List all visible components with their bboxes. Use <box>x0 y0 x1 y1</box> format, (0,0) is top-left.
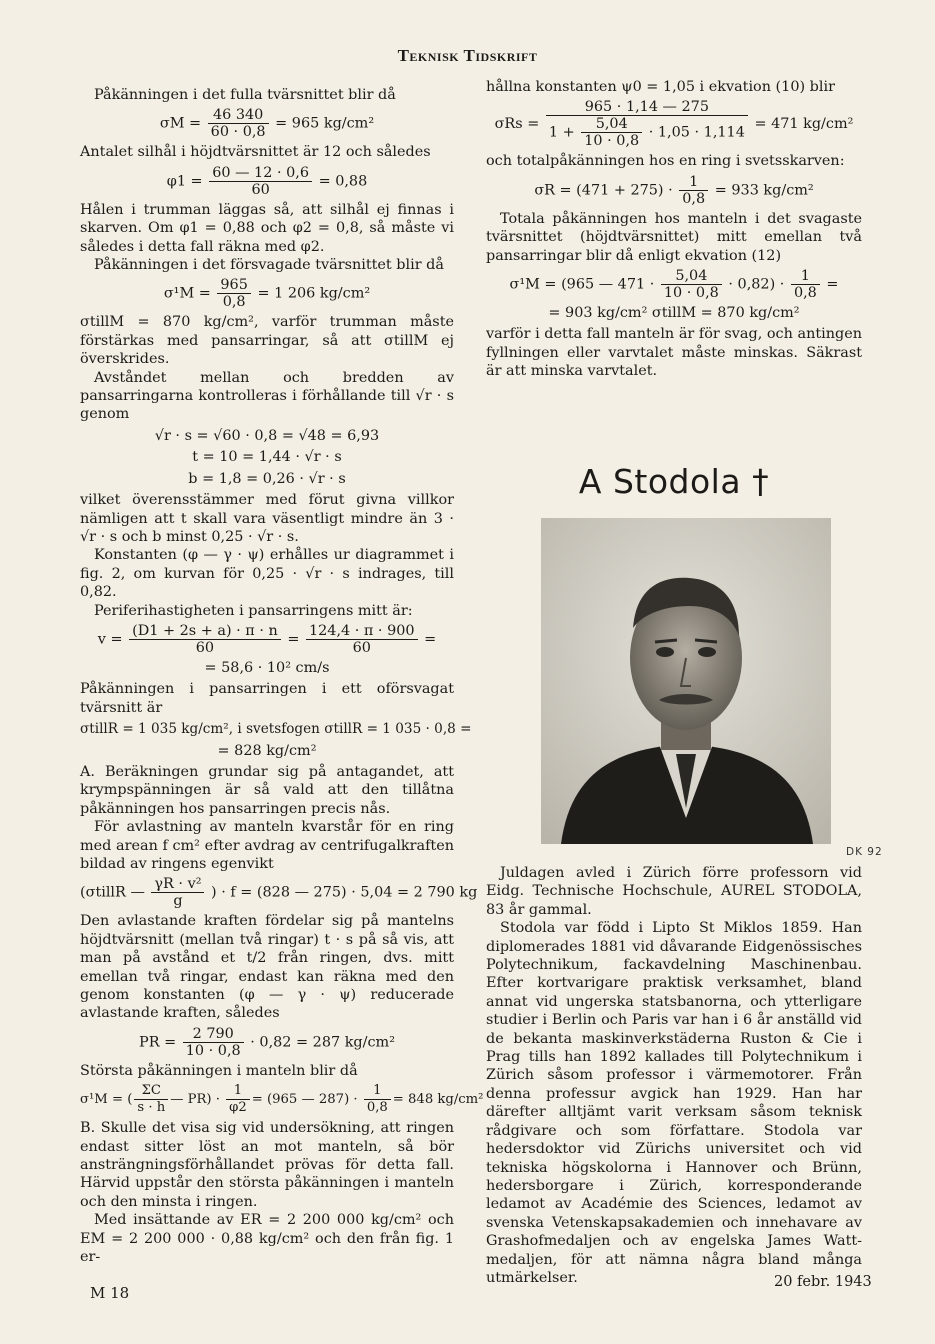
paragraph: σtillM = 870 kg/cm², varför trumman måste förstärkas med pansarringar, så att σtillM ej överskrides. <box>80 314 454 368</box>
portrait-photo <box>541 518 831 844</box>
paragraph: Antalet silhål i höjdtvärsnittet är 12 och således <box>80 144 431 161</box>
page-number: M 18 <box>90 1284 130 1302</box>
paragraph: Påkänningen i pansarringen i ett oförsvagat tvärsnitt är <box>80 681 454 716</box>
paragraph: Totala påkänningen hos manteln i det svagaste tvärsnittet (höjdtvärsnittet) mitt emellan två pansarringar blir då enligt ekvation (12) <box>486 210 862 264</box>
equation: σR = (471 + 275) · $\frac{1}{0,8}$ = 933 kg/cm² <box>534 173 814 207</box>
equation: t = 10 = 1,44 · √r · s <box>192 449 342 466</box>
paragraph: Påkänningen i det fulla tvärsnittet blir då <box>94 87 396 103</box>
equation: σ¹M = ( $\frac{\Sigma C}{s \cdot h}$ — PR) · $\frac{1}{\varphi 2}$ = (965 — 287) · $\frac{1}{0,8}$ = 848 kg/cm² <box>80 1083 484 1116</box>
paragraph: varför i detta fall manteln är för svag, och antingen fyllningen eller varvtalet måste minskas. Säkrast är att minska varvtalet. <box>486 326 862 380</box>
paragraph: Avståndet mellan och bredden av pansarringarna kontrolleras i förhållande till √r · s genom <box>80 369 454 423</box>
paragraph: För avlastning av manteln kvarstår för en ring med arean f cm² efter avdrag av centrifugalkraften bildad av ringens egenvikt <box>80 819 454 872</box>
equation: σtillR = 1 035 kg/cm², i svetsfogen σtillR = 1 035 · 0,8 = <box>80 721 472 738</box>
equation: φ1 = $\frac{60 — 12 \cdot 0,6}{60}$ = 0,88 <box>166 164 368 198</box>
obituary-title: A Stodola † <box>578 462 770 501</box>
paragraph: Juldagen avled i Zürich förre professorn vid Eidg. Technische Hochschule, AUREL STODOLA, 83 år gammal. <box>486 865 862 918</box>
paragraph: B. Skulle det visa sig vid undersökning, att ringen endast sitter löst an mot manteln, så bör ansträngningsförhållandet prövas för detta fall. Härvid uppstår den största påkänningen i manteln och den minsta i ringen. <box>80 1120 454 1210</box>
issue-date: 20 febr. 1943 <box>774 1274 872 1290</box>
equation: σM = $\frac{46 340}{60 \cdot 0,8}$ = 965 kg/cm² <box>159 107 375 141</box>
photo-code: DK 92 <box>846 846 883 858</box>
paragraph: vilket överensstämmer med förut givna villkor nämligen att t skall vara väsentligt mindre än 3 · √r · s och b minst 0,25 · √r · s. <box>80 492 454 545</box>
paragraph: Största påkänningen i manteln blir då <box>80 1062 358 1079</box>
obituary <box>486 864 862 1287</box>
equation: = 828 kg/cm² <box>217 742 317 759</box>
paragraph: Den avlastande kraften fördelar sig på mantelns höjdtvärsnitt (mellan två ringar) t · s på så vis, att man på avstånd et t/2 från ringen, dvs. mitt emellan två ringar, endast kan räkna med den genom konstanten (φ — γ · ψ) reducerade avlastande kraften, således <box>80 913 454 1022</box>
equation: √r · s = √60 · 0,8 = √48 = 6,93 <box>154 427 380 444</box>
equation: = 58,6 · 10² cm/s <box>204 659 330 676</box>
left-column <box>80 86 484 1267</box>
paragraph: A. Beräkningen grundar sig på antagandet, att krympspänningen är så vald att den tillåtna påkänningen hos pansarringen precis nås. <box>80 763 454 817</box>
paragraph: och totalpåkänningen hos en ring i svetsskarven: <box>486 153 845 170</box>
portrait-icon <box>541 518 831 844</box>
paragraph: Stodola var född i Lipto St Miklos 1859. Han diplomerades 1881 vid dåvarande Eidgenössisches Polytechnikum, fackavdelning Maschinenbau. Efter kortvarigare praktisk verksamhet, bland annat vid ungerska statsbanorna, och ytterligare studier i Berlin och Paris var han i 6 år anställd vid de bekanta maskinverkstäderna Ruston & Cie i Prag tills han 1892 kallades till Polytechnikum i Zürich såsom professor i värmemotorer. Från denna professur avgick han 1929. Han har därefter alltjämt varit verksam såsom teknisk rådgivare och som författare. Stodola var hedersdoktor vid Zürichs universitet och vid tekniska högskolorna i Hannover och Brünn, hedersborgare i Zürich, korresponderande ledamot av Académie des Sciences, ledamot av svenska Vetenskapsakademien och innehavare av Grashofmedaljen och av engelska James Watt-medaljen, för att nämna några bland många utmärkelser. <box>486 920 862 1286</box>
equation: v = $\frac{(D1 + 2s + a) \cdot \pi \cdot n}{60}$ = $\frac{124,4 \cdot \pi \cdot 900}{60}$ = <box>97 622 437 656</box>
paragraph: Med insättande av ER = 2 200 000 kg/cm² och EM = 2 200 000 · 0,88 kg/cm² och den från fig. 1 er- <box>80 1212 454 1266</box>
right-column <box>486 78 862 381</box>
paragraph: Påkänningen i det försvagade tvärsnittet blir då <box>94 257 444 274</box>
paragraph: hållna konstanten ψ0 = 1,05 i ekvation (10) blir <box>486 79 835 95</box>
equation: (σtillR — $\frac{\text{γR · v²}}{g}$ ) · f = (828 — 275) · 5,04 = 2 790 kg <box>80 876 478 910</box>
equation: σ¹M = $\frac{965}{0,8}$ = 1 206 kg/cm² <box>163 277 371 311</box>
paragraph: Periferihastigheten i pansarringens mitt är: <box>94 602 413 619</box>
equation: b = 1,8 = 0,26 · √r · s <box>188 470 346 487</box>
paragraph: Hålen i trumman läggas så, att silhål ej finnas i skarven. Om φ1 = 0,88 och φ2 = 0,8, så måste vi således i detta fall räkna med φ2. <box>80 201 454 255</box>
journal-header: Teknisk Tidskrift <box>397 46 538 65</box>
equation: σRs = 965 · 1,14 — 275 1 + $\frac{5,04}{10 \cdot 0,8}$ · 1,05 · 1,114 = 471 kg/cm² <box>494 99 854 150</box>
equation: PR = $\frac{2 790}{10 \cdot 0,8}$ · 0,82 = 287 kg/cm² <box>139 1025 395 1059</box>
paragraph: Konstanten (φ — γ · ψ) erhålles ur diagrammet i fig. 2, om kurvan för 0,25 · √r · s indrages, till 0,82. <box>80 547 454 601</box>
equation: = 903 kg/cm² σtillM = 870 kg/cm² <box>548 305 800 322</box>
equation: σ¹M = (965 — 471 · $\frac{5,04}{10 \cdot 0,8}$ · 0,82) · $\frac{1}{0,8}$ = <box>509 268 839 302</box>
